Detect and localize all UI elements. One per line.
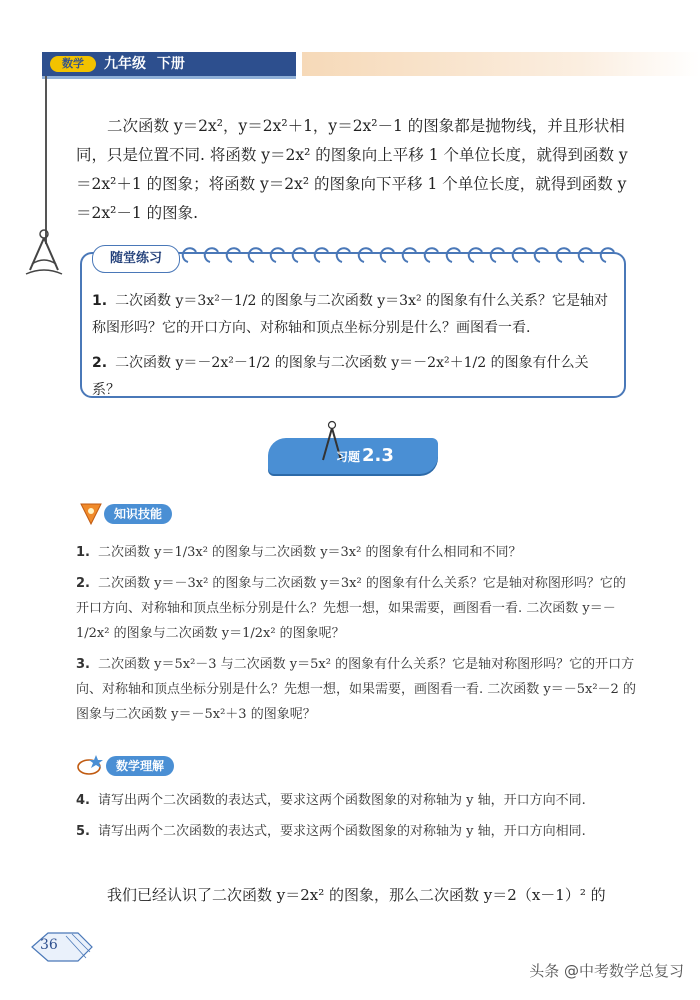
exercise-banner (268, 420, 438, 484)
exercise-item: 2. 二次函数 y＝－3x² 的图象与二次函数 y＝3x² 的图象有什么关系？它是轴对称图形吗？它的开口方向、对称轴和顶点坐标分别是什么？先想一想，如果需要，画图看一看. 二次函数 y＝－1/2x² 的图象与二次函数 y＝1/2x² 的图象呢？ (76, 576, 626, 641)
book-title (104, 54, 185, 74)
understanding-list (76, 788, 636, 850)
page-number: 36 (30, 930, 94, 964)
knowledge-icon (78, 500, 104, 526)
practice-item: 1. 二次函数 y＝3x²－1/2 的图象与二次函数 y＝3x² 的图象有什么关系？它是轴对称图形吗？它的开口方向、对称轴和顶点坐标分别是什么？画图看一看. (92, 293, 609, 336)
practice-title: 随堂练习 (92, 245, 180, 273)
exercise-item: 1. 二次函数 y＝1/3x² 的图象与二次函数 y＝3x² 的图象有什么相同和不同？ (76, 545, 522, 560)
page-header (42, 52, 296, 79)
volume-label: 下册 (156, 56, 185, 72)
exercise-title: 习题 2.3 (336, 445, 394, 466)
subject-badge: 数学 (50, 56, 96, 72)
knowledge-list (76, 540, 636, 733)
understanding-icon (76, 752, 106, 778)
watermark-text: 头条 @中考数学总复习 (529, 962, 684, 980)
grade-label: 九年级 (104, 56, 146, 72)
exercise-item: 4. 请写出两个二次函数的表达式，要求这两个函数图象的对称轴为 y 轴，开口方向不同. (76, 793, 586, 808)
spiral-rings-decoration (180, 240, 620, 274)
margin-line (45, 76, 47, 244)
header-decoration (302, 52, 700, 76)
knowledge-section-title: 知识技能 (104, 504, 172, 524)
compass-icon (22, 228, 66, 278)
intro-paragraph: 二次函数 y＝2x²，y＝2x²＋1，y＝2x²－1 的图象都是抛物线，并且形状相同，只是位置不同. 将函数 y＝2x² 的图象向上平移 1 个单位长度，就得到函数 y＝2x²＋1 的图象；将函数 y＝2x² 的图象向下平移 1 个单位长度，就得到函数 y＝2x²－1 的图象. (76, 117, 628, 222)
practice-list (92, 288, 612, 412)
exercise-item: 5. 请写出两个二次函数的表达式，要求这两个函数图象的对称轴为 y 轴，开口方向相同. (76, 824, 586, 839)
understanding-section-title: 数学理解 (106, 756, 174, 776)
practice-item: 2. 二次函数 y＝－2x²－1/2 的图象与二次函数 y＝－2x²＋1/2 的图象有什么关系？ (92, 355, 589, 398)
continuation-paragraph: 我们已经认识了二次函数 y＝2x² 的图象，那么二次函数 y＝2（x－1）² 的 (107, 886, 606, 904)
exercise-item: 3. 二次函数 y＝5x²－3 与二次函数 y＝5x² 的图象有什么关系？它是轴对称图形吗？它的开口方向、对称轴和顶点坐标分别是什么？先想一想，如果需要，画图看一看. 二次函数 y＝－5x²－2 的图象与二次函数 y＝－5x²＋3 的图象呢？ (76, 657, 636, 722)
